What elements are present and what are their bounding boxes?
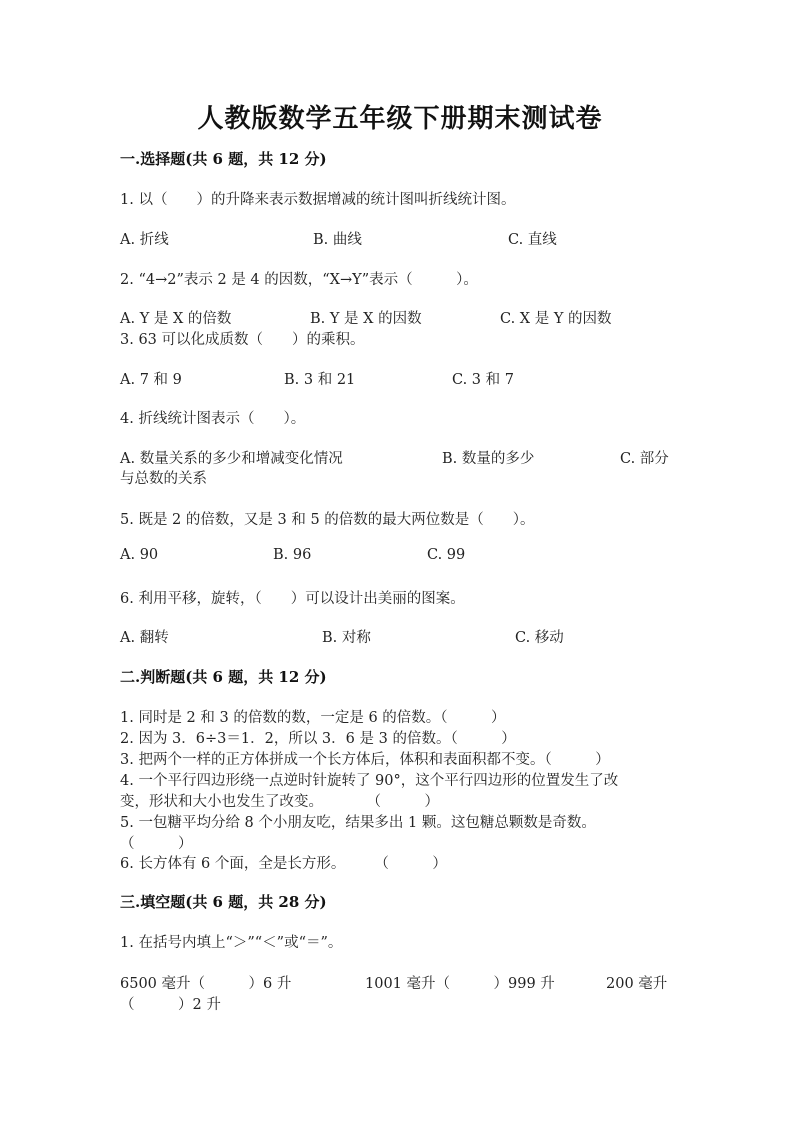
option-b: B. 96 <box>273 547 312 563</box>
fill-item-continuation: （ ）2 升 <box>120 997 221 1013</box>
option-a: A. 7 和 9 <box>120 372 182 388</box>
fill-item: 6500 毫升（ ）6 升 <box>120 976 292 992</box>
option-c: C. 3 和 7 <box>452 372 514 388</box>
statement-line: 4. 一个平行四边形绕一点逆时针旋转了 90°，这个平行四边形的位置发生了改 <box>120 773 619 789</box>
question-text: 3. 63 可以化成质数（ ）的乘积。 <box>120 332 365 348</box>
statement-line: 5. 一包糖平均分给 8 个小朋友吃，结果多出 1 颗。这包糖总颗数是奇数。 <box>120 815 596 831</box>
option-a: A. 折线 <box>120 232 169 248</box>
option-a: A. Y 是 X 的倍数 <box>120 311 232 327</box>
question-text: 2. “4→2”表示 2 是 4 的因数，“X→Y”表示（ ）。 <box>120 272 478 288</box>
statement-line: 1. 同时是 2 和 3 的倍数的数，一定是 6 的倍数。（ ） <box>120 710 506 726</box>
question-text: 1. 在括号内填上“＞”“＜”或“＝”。 <box>120 935 343 951</box>
option-c: C. 部分 <box>620 451 669 467</box>
statement-line: 6. 长方体有 6 个面，全是长方形。 （ ） <box>120 856 447 872</box>
statement-line: 2. 因为 3．6÷3＝1．2，所以 3．6 是 3 的倍数。（ ） <box>120 731 516 747</box>
option-a: A. 数量关系的多少和增减变化情况 <box>120 451 343 467</box>
question-text: 4. 折线统计图表示（ ）。 <box>120 411 306 427</box>
question-text: 1. 以（ ）的升降来表示数据增减的统计图叫折线统计图。 <box>120 192 516 208</box>
option-c-continuation: 与总数的关系 <box>120 471 207 487</box>
fill-item: 1001 毫升（ ）999 升 <box>365 976 555 992</box>
option-b: B. 对称 <box>322 630 371 646</box>
section-heading-fill: 三.填空题(共 6 题，共 28 分) <box>120 893 327 911</box>
page-title: 人教版数学五年级下册期末测试卷 <box>197 104 603 134</box>
statement-line: （ ） <box>120 836 193 852</box>
option-a: A. 翻转 <box>120 630 169 646</box>
option-a: A. 90 <box>120 547 159 563</box>
option-b: B. 数量的多少 <box>442 451 535 467</box>
statement-line: 3. 把两个一样的正方体拼成一个长方体后，体积和表面积都不变。（ ） <box>120 752 610 768</box>
option-b: B. 3 和 21 <box>284 372 356 388</box>
option-c: C. 99 <box>427 547 466 563</box>
option-c: C. 移动 <box>515 630 564 646</box>
option-c: C. 直线 <box>508 232 557 248</box>
option-c: C. X 是 Y 的因数 <box>500 311 612 327</box>
statement-line: 变，形状和大小也发生了改变。 （ ） <box>120 794 439 810</box>
section-heading-choice: 一.选择题(共 6 题，共 12 分) <box>120 150 327 168</box>
option-b: B. Y 是 X 的因数 <box>310 311 422 327</box>
fill-item: 200 毫升 <box>606 976 668 992</box>
section-heading-judgement: 二.判断题(共 6 题，共 12 分) <box>120 668 327 686</box>
option-b: B. 曲线 <box>313 232 362 248</box>
question-text: 6. 利用平移，旋转，（ ）可以设计出美丽的图案。 <box>120 591 465 607</box>
question-text: 5. 既是 2 的倍数，又是 3 和 5 的倍数的最大两位数是（ ）。 <box>120 512 535 528</box>
